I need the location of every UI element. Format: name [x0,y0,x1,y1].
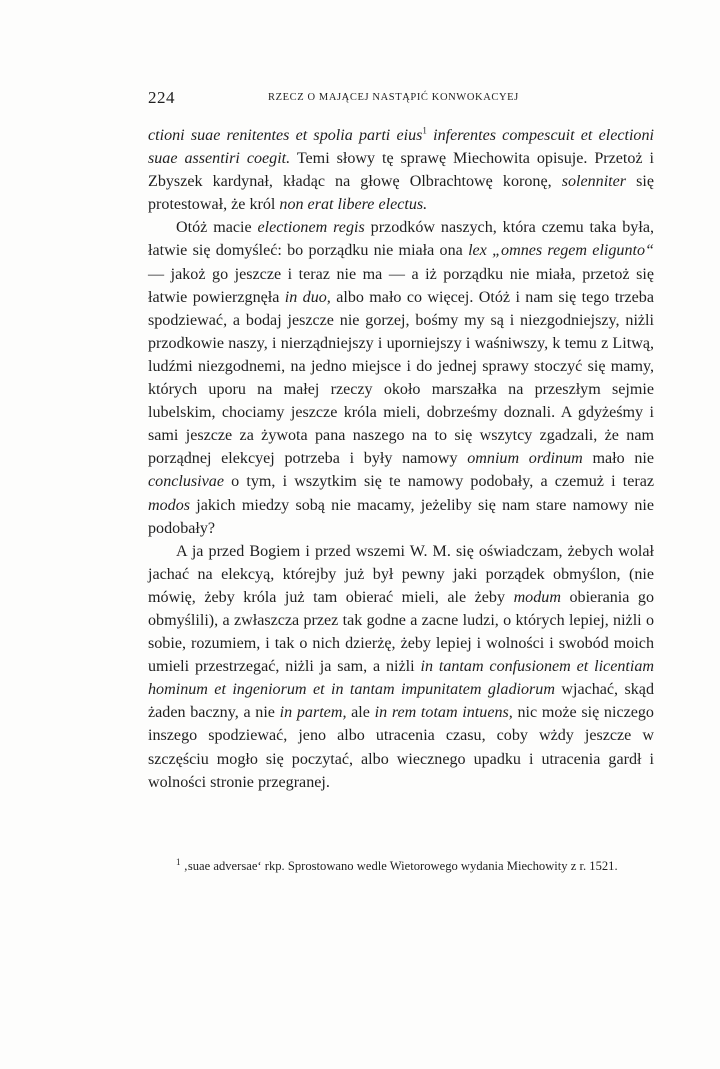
paragraph-2 [148,216,654,539]
latin-phrase: lex „omnes regem eligunto“ [468,242,654,260]
page-header [148,88,656,110]
text-segment: się protestował, że król [148,173,655,214]
text-segment: obierania go obmyślili), a zwłaszcza przez tak godne a zacne ludzi, o których lepiej, niżli o sobie, rozumiem, i tak o nich dzierżę, żeby lepiej i wolności i swobód moich umieli przestrzegać, niżli ja sam, a niżli [148,588,655,676]
latin-phrase: electionem regis [257,219,365,237]
latin-phrase: modum [513,588,561,606]
paragraph-1 [148,124,654,216]
footnote-text [148,856,654,877]
text-segment: Temi słowy tę sprawę Miechowita opisuje. Przetoż i Zbyszek kardynał, kładąc na głowę Olbrachtowę koronę, [148,150,654,191]
latin-phrase: inferentes compescuit et electioni suae assentiri coegit. [148,127,654,168]
footnote [148,856,654,877]
text-segment: A ja przed Bogiem i przed wszemi W. M. się oświadczam, żebych wolał jachać na elekcyą, którejby już był pewny jaki porządek obmyślon, (nie mówię, żeby króla już tam obierać mieli, ale żeby [148,542,654,606]
footnote-body: ‚suae adversae‘ rkp. Sprostowano wedle Wietorowego wydania Miechowity z r. 1521. [180,859,618,873]
text-segment: o tym, i wszytkim się te namowy podobały, a czemuż i teraz [223,473,654,491]
text-segment: mało nie [582,450,655,468]
page-number: 224 [148,88,175,107]
text-segment: nic może się niczego inszego spodziewać, jeno albo utracenia czasu, coby wżdy jeszcze w szczęściu mogło się poczytać, albo wiecznego upadku i utracenia gardł i wolności stronie przegranej. [148,704,654,791]
latin-phrase: modos [148,496,191,514]
text-segment: wjachać, skąd żaden baczny, a nie [148,681,654,722]
paragraph-3 [148,540,654,794]
latin-phrase: non erat libere electus. [279,196,428,214]
latin-phrase: in duo, [284,288,331,306]
latin-phrase: ctioni suae renitentes et spolia parti eius [148,127,423,144]
text-segment: ale [346,704,375,722]
latin-phrase: omnium ordinum [467,450,583,468]
text-segment: przodków naszych, która czemu taka była, łatwie się domyśleć: bo porządku nie miała ona [148,219,654,260]
latin-phrase: in partem, [279,704,347,722]
footnote-reference: 1 [422,125,427,136]
latin-phrase: in tantam confusionem et licentiam hominum et ingeniorum et in tantam impunitatem gladiorum [148,658,654,699]
running-head: RZECZ O MAJĄCEJ NASTĄPIĆ KONWOKACYEJ [268,92,519,103]
text-segment: albo mało co więcej. Otóż i nam się tego trzeba spodziewać, a bodaj jeszcze nie gorzej, bośmy my są i niezgodniejszy, niżli przodkowie naszy, i nierządniejszy i uporniejszy i waśniwszy, k temu z Litwą, ludźmi niezgodnemi, na jedno miejsce i do jednej sprawy stoczyć się mamy, których uporu na małej rzeczy około marszałka na przeszłym sejmie lubelskim, chociamy jeszcze króla mieli, dobrześmy doznali. A gdyżeśmy i sami jeszcze za żywota pana naszego na to się wszytcy zgadzali, że nam porządnej elekcyej potrzeba i były namowy [148,288,655,468]
latin-phrase: solenniter [561,173,627,191]
latin-phrase: in rem totam intuens, [374,704,513,722]
text-segment: jakich miedzy sobą nie macamy, jeżeliby się nam stare namowy nie podobały? [148,496,654,537]
footnote-marker: 1 [176,856,181,867]
text-segment: Otóż macie [176,219,258,237]
body-text [148,124,654,794]
text-segment: — jakoż go jeszcze i teraz nie ma — a iż porządku nie miała, przetoż się łatwie powierzgnęła [148,265,654,306]
latin-phrase: conclusivae [148,473,224,491]
